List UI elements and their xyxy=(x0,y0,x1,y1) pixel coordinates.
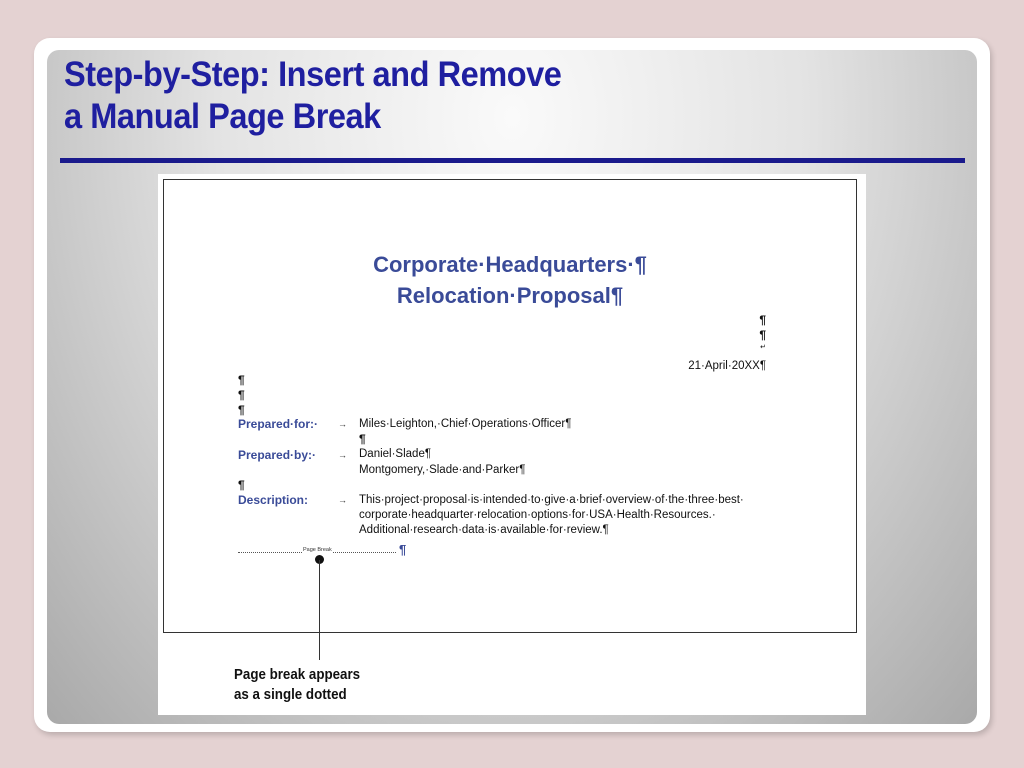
prepared-for-value: Miles·Leighton,·Chief·Operations·Officer¶ xyxy=(359,418,572,430)
callout-line-1: Page break appears xyxy=(234,667,361,683)
title-underline xyxy=(60,158,965,163)
paragraph-mark: ¶ xyxy=(759,313,766,327)
callout-text xyxy=(234,665,360,705)
document-screenshot xyxy=(158,174,866,715)
paragraph-mark: ¶ xyxy=(359,432,366,446)
document-title-line-1: Corporate·Headquarters·¶ xyxy=(373,252,647,277)
description-label: Description: xyxy=(238,493,309,507)
document-title-line-2: Relocation·Proposal¶ xyxy=(396,283,624,308)
prepared-by-value-2: Montgomery,·Slade·and·Parker¶ xyxy=(359,464,526,476)
document-page xyxy=(163,179,857,633)
paragraph-mark: ¶ xyxy=(759,328,766,342)
prepared-for-label: Prepared·for:· xyxy=(238,417,319,431)
callout-line xyxy=(319,560,320,660)
description-line-1: This·project·proposal·is·intended·to·give·a·brief·overview·of·the·three·best· xyxy=(359,494,744,506)
tab-arrow: → xyxy=(338,450,347,460)
slide-title xyxy=(64,54,561,138)
slide-title-line-2: a Manual Page Break xyxy=(64,97,381,136)
line-break-mark: ↵ xyxy=(760,344,766,351)
slide-title-line-1: Step-by-Step: Insert and Remove xyxy=(64,55,562,94)
paragraph-mark: ¶ xyxy=(238,478,245,492)
paragraph-mark: ¶ xyxy=(238,403,245,417)
description-line-2: corporate·headquarter·relocation·options·for·USA·Health·Resources.· xyxy=(359,509,716,521)
slide xyxy=(47,50,977,724)
callout-line-2: as a single dotted xyxy=(234,687,347,703)
tab-arrow: → xyxy=(338,419,347,429)
tab-arrow: → xyxy=(338,495,347,505)
document-date: 21·April·20XX¶ xyxy=(688,360,766,372)
page-break-paragraph-mark: ¶ xyxy=(399,542,407,557)
page-break-label: Page Break xyxy=(303,547,332,553)
prepared-by-value-1: Daniel·Slade¶ xyxy=(359,448,432,460)
paragraph-mark: ¶ xyxy=(238,373,245,387)
prepared-by-label: Prepared·by:· xyxy=(238,448,317,462)
paragraph-mark: ¶ xyxy=(238,388,245,402)
description-line-3: Additional·research·data·is·available·for·review.¶ xyxy=(359,524,609,536)
